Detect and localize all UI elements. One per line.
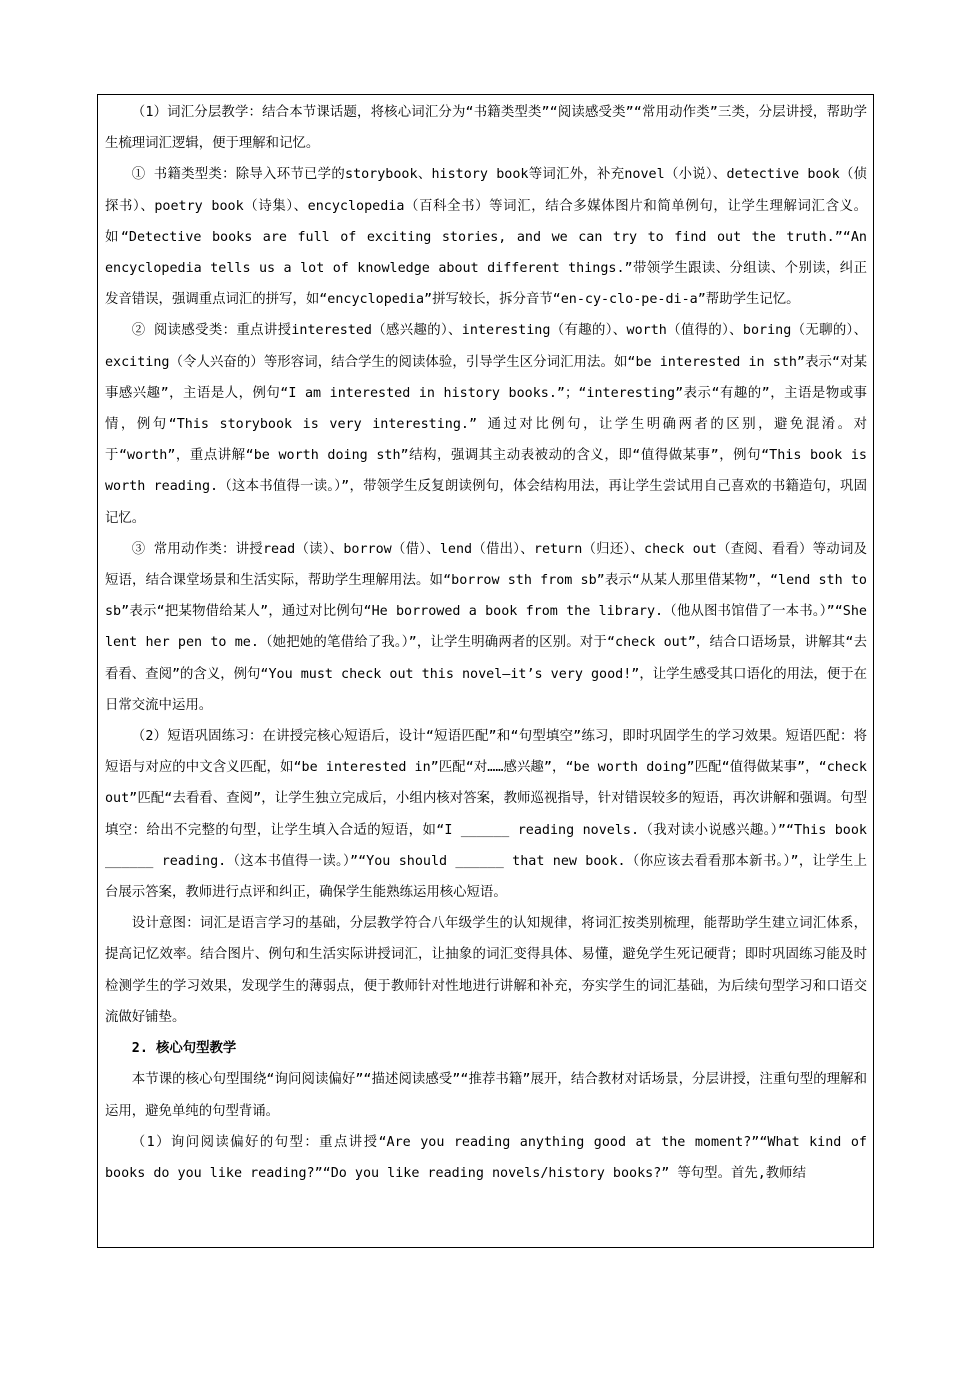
paragraph-reading-preference: （1）询问阅读偏好的句型：重点讲授“Are you reading anything good at the moment?”“What kind of books do you like reading?”“Do you like reading novels/history books?” 等句型。首先,教师结 [105, 1134, 867, 1181]
section-heading-core-sentences: 2. 核心句型教学 [131, 1041, 237, 1057]
paragraph-book-types: ① 书籍类型类：除导入环节已学的storybook、history book等词汇外，补充novel（小说）、detective book（侦探书）、poetry book（诗集）、encyclopedia（百科全书）等词汇，结合多媒体图片和简单例句，让学生理解词汇含义。如“Detective books are full of exciting stories, and we can try to find out the truth.”“An encyclopedia tells us a lot of knowledge about different things.”带领学生跟读、分组读、个别读，纠正发音错误，强调重点词汇的拼写，如“encyclopedia”拼写较长，拆分音节“en-cy-clo-pe-di-a”帮助学生记忆。 [105, 167, 867, 308]
paragraph-vocab-layers: （1）词汇分层教学：结合本节课话题，将核心词汇分为“书籍类型类”“阅读感受类”“常用动作类”三类，分层讲授，帮助学生梳理词汇逻辑，便于理解和记忆。 [105, 105, 867, 152]
document-table-cell [97, 94, 874, 1248]
paragraph-phrase-practice: （2）短语巩固练习：在讲授完核心短语后，设计“短语匹配”和“句型填空”练习，即时巩固学生的学习效果。短语匹配：将短语与对应的中文含义匹配，如“be interested in”匹配“对……感兴趣”，“be worth doing”匹配“值得做某事”，“check out”匹配“去看看、查阅”，让学生独立完成后，小组内核对答案，教师巡视指导，针对错误较多的短语，再次讲解和强调。句型填空：给出不完整的句型，让学生填入合适的短语，如“I ______ reading novels.（我对读小说感兴趣。）”“This book ______ reading.（这本书值得一读。）”“You should ______ that new book.（你应该去看看那本新书。）”，让学生上台展示答案，教师进行点评和纠正，确保学生能熟练运用核心短语。 [105, 729, 867, 901]
paragraph-core-sentences-intro: 本节课的核心句型围绕“询问阅读偏好”“描述阅读感受”“推荐书籍”展开，结合教材对话场景，分层讲授，注重句型的理解和运用，避免单纯的句型背诵。 [105, 1072, 867, 1119]
paragraph-design-intent: 设计意图：词汇是语言学习的基础，分层教学符合八年级学生的认知规律，将词汇按类别梳理，能帮助学生建立词汇体系，提高记忆效率。结合图片、例句和生活实际讲授词汇，让抽象的词汇变得具体、易懂，避免学生死记硬背；即时巩固练习能及时检测学生的学习效果，发现学生的薄弱点，便于教师针对性地进行讲解和补充，夯实学生的词汇基础，为后续句型学习和口语交流做好铺垫。 [105, 916, 867, 1025]
paragraph-reading-feelings: ② 阅读感受类：重点讲授interested（感兴趣的）、interesting（有趣的）、worth（值得的）、boring（无聊的）、exciting（令人兴奋的）等形容词，结合学生的阅读体验，引导学生区分词汇用法。如“be interested in sth”表示“对某事感兴趣”，主语是人，例句“I am interested in history books.”；“interesting”表示“有趣的”，主语是物或事情，例句“This storybook is very interesting.” 通过对比例句，让学生明确两者的区别，避免混淆。对于“worth”，重点讲解“be worth doing sth”结构，强调其主动表被动的含义，即“值得做某事”，例句“This book is worth reading.（这本书值得一读。）”，带领学生反复朗读例句，体会结构用法，再让学生尝试用自己喜欢的书籍造句，巩固记忆。 [105, 323, 867, 526]
paragraph-common-actions: ③ 常用动作类：讲授read（读）、borrow（借）、lend（借出）、return（归还）、check out（查阅、看看）等动词及短语，结合课堂场景和生活实际，帮助学生理解用法。如“borrow sth from sb”表示“从某人那里借某物”，“lend sth to sb”表示“把某物借给某人”，通过对比例句“He borrowed a book from the library.（他从图书馆借了一本书。）”“She lent her pen to me.（她把她的笔借给了我。）”，让学生明确两者的区别。对于“check out”，结合口语场景，讲解其“去看看、查阅”的含义，例句“You must check out this novel—it’s very good!”，让学生感受其口语化的用法，便于在日常交流中运用。 [105, 541, 867, 713]
